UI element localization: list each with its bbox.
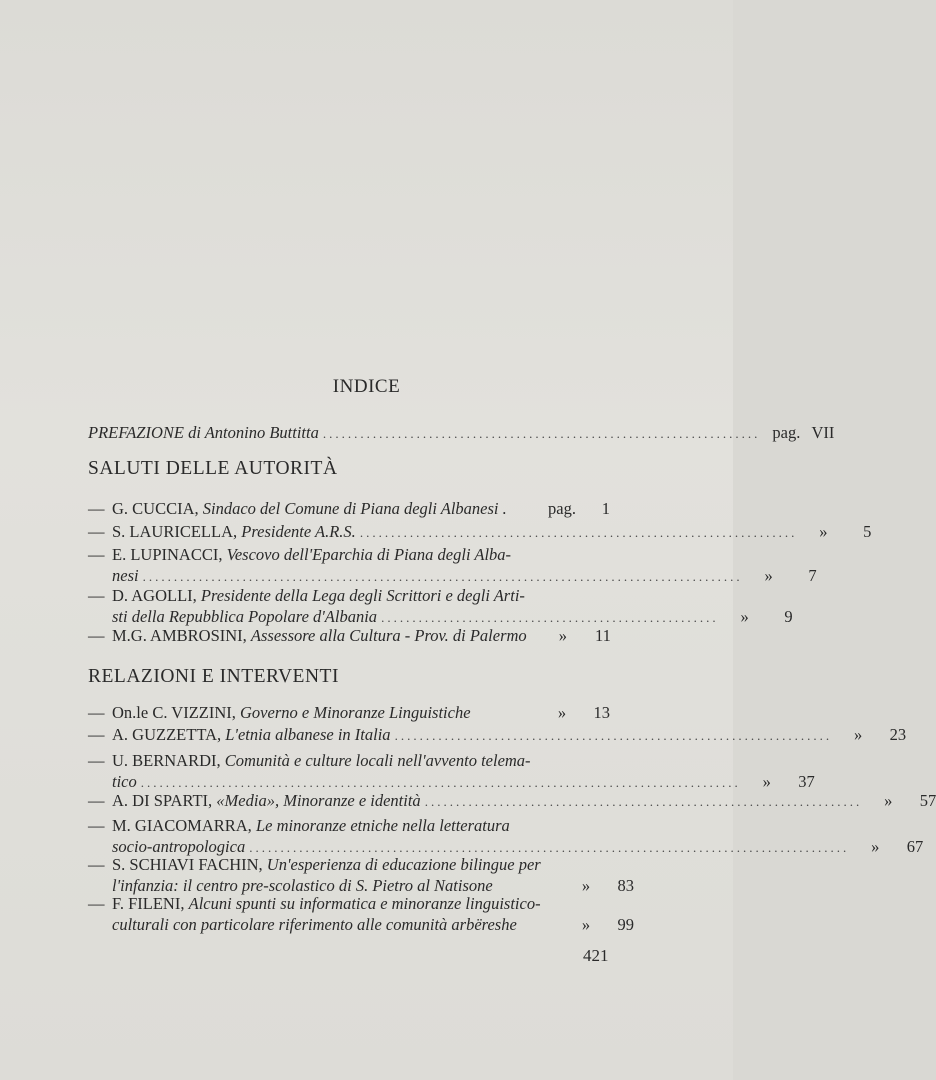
- page-number: 37: [798, 772, 815, 791]
- toc-entry: — F. FILENI, Alcuni spunti su informatica e minoranze linguistico- culturali con particolare riferimento alle comunità arbëreshe » 99: [88, 894, 634, 934]
- entry-title: Assessore alla Cultura - Prov. di Palermo: [250, 626, 527, 645]
- page-number: 83: [617, 876, 634, 895]
- toc-entry: — U. BERNARDI, Comunità e culture locali nell'avvento telema- tico ................................................................................................ » 37: [88, 751, 815, 791]
- entry-title: Sindaco del Comune di Piana degli Albanesi .: [202, 499, 507, 518]
- page-number: 1: [601, 499, 610, 518]
- entry-title-cont: l'infanzia: il centro pre-scolastico di S. Pietro al Natisone: [112, 876, 493, 895]
- page-number: 23: [889, 725, 907, 744]
- page-number: 57: [919, 791, 936, 810]
- author: A. GUZZETTA,: [112, 725, 222, 744]
- entry-title: Presidente della Lega degli Scrittori e degli Arti-: [200, 586, 525, 605]
- entry-title: Comunità e culture locali nell'avvento telema-: [224, 751, 531, 770]
- page-number: 5: [863, 522, 872, 541]
- author: M. GIACOMARRA,: [112, 816, 252, 835]
- toc-entry: — S. LAURICELLA, Presidente A.R.S. ...................................................................... » 5: [88, 522, 872, 541]
- toc-entry: — M. GIACOMARRA, Le minoranze etniche nella letteratura socio-antropologica ................................................................................................ » 67: [88, 816, 924, 856]
- entry-title: L'etnia albanese in Italia: [225, 725, 391, 744]
- toc-entry: — On.le C. VIZZINI, Governo e Minoranze Linguistiche » 13: [88, 703, 610, 722]
- entry-title: Presidente A.R.S.: [241, 522, 356, 541]
- author: F. FILENI,: [112, 894, 185, 913]
- section-heading: SALUTI DELLE AUTORITÀ: [88, 458, 338, 479]
- toc-entry: — S. SCHIAVI FACHIN, Un'esperienza di educazione bilingue per l'infanzia: il centro pre-scolastico di S. Pietro al Natisone » 83: [88, 855, 634, 895]
- preface-entry: PREFAZIONE di Antonino Buttitta ...................................................................... pag. VII: [88, 423, 835, 442]
- entry-title: Vescovo dell'Eparchia di Piana degli Alba-: [226, 545, 512, 564]
- toc-entry: — A. DI SPARTI, «Media», Minoranze e identità ...................................................................... » 57: [88, 791, 936, 810]
- author: E. LUPINACCI,: [112, 545, 223, 564]
- page-number: 13: [593, 703, 610, 722]
- entry-title-cont: nesi: [112, 566, 139, 585]
- section-heading: RELAZIONI E INTERVENTI: [88, 666, 339, 687]
- toc-entry: — E. LUPINACCI, Vescovo dell'Eparchia di Piana degli Alba- nesi ................................................................................................ » 7: [88, 545, 817, 585]
- page-number: 99: [617, 915, 634, 934]
- page-number: 11: [595, 626, 611, 645]
- page-title: INDICE: [332, 376, 401, 397]
- pag-label: pag.: [772, 423, 801, 442]
- entry-title: Governo e Minoranze Linguistiche: [240, 703, 471, 722]
- page-number: VII: [811, 423, 835, 442]
- author: S. SCHIAVI FACHIN,: [112, 855, 263, 874]
- toc-entry: — M.G. AMBROSINI, Assessore alla Cultura - Prov. di Palermo » 11: [88, 626, 611, 645]
- author: M.G. AMBROSINI,: [112, 626, 247, 645]
- author: D. AGOLLI,: [112, 586, 197, 605]
- author: A. DI SPARTI,: [112, 791, 213, 810]
- page-number: 9: [784, 607, 793, 626]
- author: U. BERNARDI,: [112, 751, 221, 770]
- folio-page-number: 421: [583, 946, 609, 965]
- page-number: 7: [808, 566, 817, 585]
- author: G. CUCCIA,: [112, 499, 199, 518]
- toc-entry: — D. AGOLLI, Presidente della Lega degli Scrittori e degli Arti- sti della Repubblica Popolare d'Albania ...................................................... » 9: [88, 586, 793, 626]
- entry-title: Un'esperienza di educazione bilingue per: [266, 855, 541, 874]
- page-number: 67: [906, 837, 924, 856]
- preface-label: PREFAZIONE di Antonino Buttitta: [88, 423, 319, 442]
- toc-entry: — A. GUZZETTA, L'etnia albanese in Italia ...................................................................... » 23: [88, 725, 907, 744]
- entry-title: «Media», Minoranze e identità: [216, 791, 421, 810]
- entry-title-cont: tico: [112, 772, 137, 791]
- toc-entry: — G. CUCCIA, Sindaco del Comune di Piana degli Albanesi . pag. 1: [88, 499, 610, 518]
- entry-title: Alcuni spunti su informatica e minoranze linguistico-: [188, 894, 541, 913]
- author: On.le C. VIZZINI,: [112, 703, 236, 722]
- entry-title-cont: culturali con particolare riferimento alle comunità arbëreshe: [112, 915, 517, 934]
- entry-title-cont: socio-antropologica: [112, 837, 246, 856]
- entry-title: Le minoranze etniche nella letteratura: [255, 816, 510, 835]
- entry-title-cont: sti della Repubblica Popolare d'Albania: [112, 607, 378, 626]
- author: S. LAURICELLA,: [112, 522, 238, 541]
